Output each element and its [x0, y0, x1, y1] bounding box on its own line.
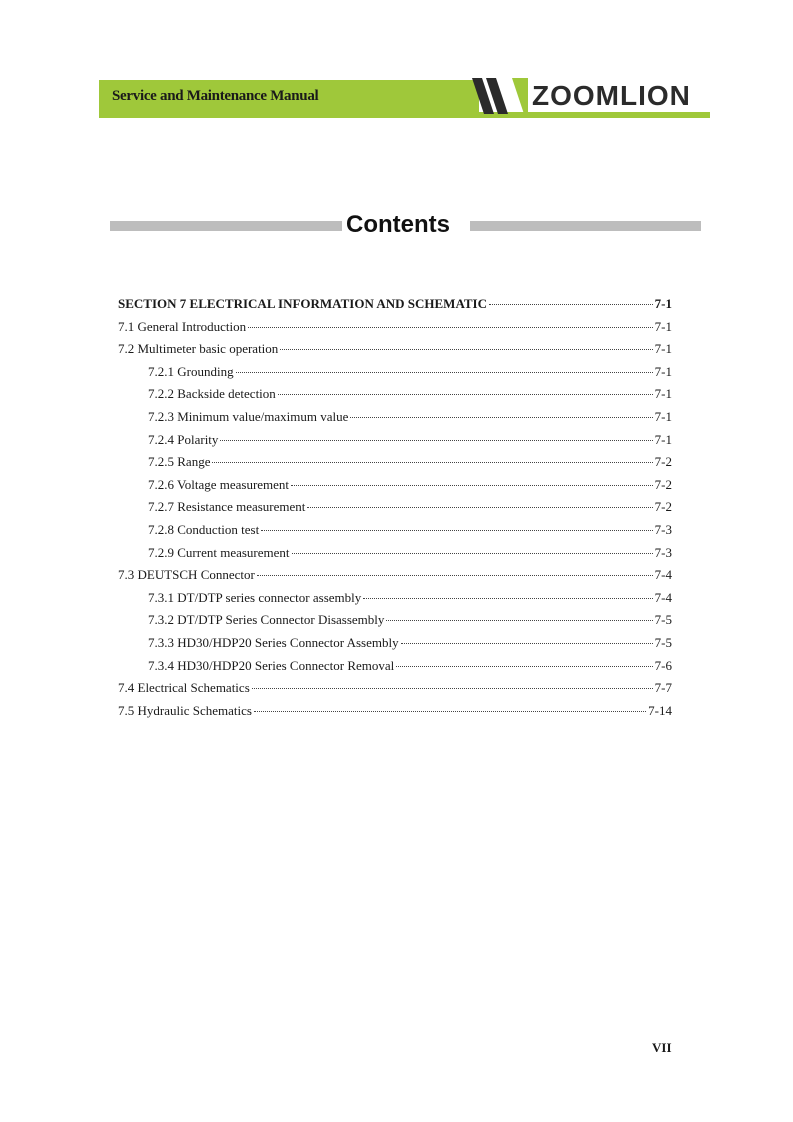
- toc-entry-page: 7-3: [654, 544, 672, 560]
- toc-leader-dots: [236, 372, 653, 373]
- toc-entry-label: 7.2.6 Voltage measurement: [148, 476, 290, 492]
- toc-leader-dots: [396, 666, 652, 667]
- brand-logo-text: ZOOMLION: [532, 80, 691, 111]
- toc-entry-page: 7-1: [654, 363, 672, 379]
- toc-leader-dots: [212, 462, 652, 463]
- contents-divider-right: [470, 221, 701, 231]
- toc-entry-page: 7-4: [654, 589, 672, 605]
- toc-entry-page: 7-2: [654, 454, 672, 470]
- toc-leader-dots: [489, 304, 653, 305]
- toc-leader-dots: [248, 327, 653, 328]
- toc-entry[interactable]: [118, 474, 672, 497]
- toc-entry[interactable]: [118, 496, 672, 519]
- toc-entry[interactable]: [118, 338, 672, 361]
- toc-entry-page: 7-14: [648, 702, 672, 718]
- toc-entry[interactable]: [118, 542, 672, 565]
- toc-entry[interactable]: [118, 293, 672, 316]
- toc-entry-label: 7.3.1 DT/DTP series connector assembly: [148, 589, 362, 605]
- toc-entry-page: 7-4: [654, 567, 672, 583]
- toc-entry[interactable]: [118, 700, 672, 723]
- toc-entry-page: 7-1: [654, 296, 672, 311]
- toc-entry-page: 7-1: [654, 341, 672, 357]
- toc-entry[interactable]: [118, 564, 672, 587]
- toc-entry-label: 7.2.3 Minimum value/maximum value: [148, 408, 349, 424]
- toc-entry-label: 7.3.4 HD30/HDP20 Series Connector Removal: [148, 657, 395, 673]
- toc-leader-dots: [254, 711, 646, 712]
- toc-leader-dots: [261, 530, 652, 531]
- manual-title: Service and Maintenance Manual: [112, 88, 319, 104]
- toc-entry-page: 7-3: [654, 521, 672, 537]
- toc-entry-page: 7-2: [654, 476, 672, 492]
- toc-entry-label: 7.2.4 Polarity: [148, 431, 219, 447]
- toc-entry-label: 7.2.7 Resistance measurement: [148, 499, 306, 515]
- toc-entry[interactable]: [118, 316, 672, 339]
- toc-entry[interactable]: [118, 361, 672, 384]
- toc-leader-dots: [278, 394, 653, 395]
- toc-entry-page: 7-1: [654, 408, 672, 424]
- toc-entry-label: 7.4 Electrical Schematics: [118, 680, 250, 696]
- toc-entry[interactable]: [118, 609, 672, 632]
- toc-leader-dots: [257, 575, 653, 576]
- toc-entry-page: 7-1: [654, 386, 672, 402]
- toc-entry-label: 7.3.2 DT/DTP Series Connector Disassembly: [148, 612, 385, 628]
- toc-entry-label: 7.1 General Introduction: [118, 318, 247, 334]
- toc-entry[interactable]: [118, 677, 672, 700]
- toc-entry-page: 7-2: [654, 499, 672, 515]
- zoomlion-logo-icon: [472, 78, 528, 114]
- toc-entry-label: 7.5 Hydraulic Schematics: [118, 702, 252, 718]
- page-number: VII: [652, 1040, 672, 1055]
- toc-entry[interactable]: [118, 632, 672, 655]
- toc-entry-label: 7.2.9 Current measurement: [148, 544, 290, 560]
- toc-leader-dots: [307, 507, 652, 508]
- toc-entry[interactable]: [118, 655, 672, 678]
- toc-entry-page: 7-5: [654, 634, 672, 650]
- toc-entry[interactable]: [118, 451, 672, 474]
- toc-entry-label: 7.2.1 Grounding: [148, 363, 234, 379]
- toc-entry[interactable]: [118, 519, 672, 542]
- toc-leader-dots: [363, 598, 652, 599]
- toc-entry-page: 7-1: [654, 431, 672, 447]
- toc-leader-dots: [252, 688, 653, 689]
- toc-entry-label: 7.2 Multimeter basic operation: [118, 341, 279, 357]
- toc-leader-dots: [292, 553, 653, 554]
- toc-entry-label: 7.2.5 Range: [148, 454, 211, 470]
- toc-entry[interactable]: [118, 406, 672, 429]
- toc-entry[interactable]: [118, 429, 672, 452]
- toc-leader-dots: [220, 440, 652, 441]
- toc-leader-dots: [401, 643, 653, 644]
- table-of-contents: [118, 293, 672, 722]
- toc-entry-page: 7-5: [654, 612, 672, 628]
- toc-entry[interactable]: [118, 383, 672, 406]
- toc-entry-label: 7.2.8 Conduction test: [148, 521, 260, 537]
- toc-entry-page: 7-1: [654, 318, 672, 334]
- toc-entry-label: 7.2.2 Backside detection: [148, 386, 276, 402]
- contents-divider-left: [110, 221, 342, 231]
- toc-entry-label: 7.3.3 HD30/HDP20 Series Connector Assembly: [148, 634, 399, 650]
- toc-entry-page: 7-6: [654, 657, 672, 673]
- toc-entry-page: 7-7: [654, 680, 672, 696]
- toc-entry-label: 7.3 DEUTSCH Connector: [118, 567, 255, 583]
- toc-leader-dots: [386, 620, 652, 621]
- contents-title: Contents: [346, 211, 450, 238]
- toc-leader-dots: [280, 349, 652, 350]
- toc-entry[interactable]: [118, 587, 672, 610]
- toc-leader-dots: [291, 485, 653, 486]
- toc-entry-label: SECTION 7 ELECTRICAL INFORMATION AND SCHEMATIC: [118, 296, 487, 311]
- toc-leader-dots: [350, 417, 652, 418]
